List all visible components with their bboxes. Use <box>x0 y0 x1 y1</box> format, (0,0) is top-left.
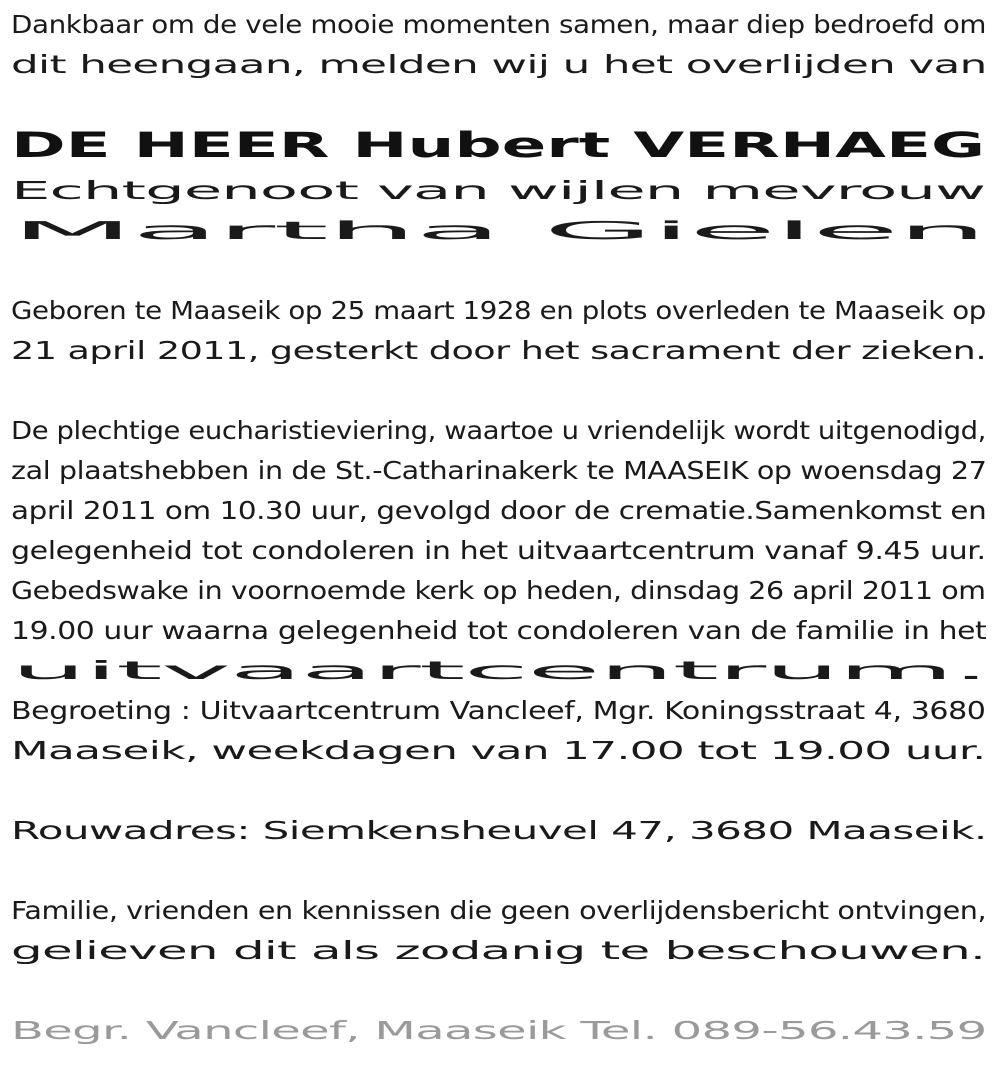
obituary-notice <box>11 0 991 1051</box>
spacer <box>11 251 991 291</box>
closing-paragraph <box>11 891 991 971</box>
ceremony-line: 19.00 uur waarna gelegenheid tot condoleren van de familie in het <box>11 616 987 645</box>
funeral-home-footer: Begr. Vancleef, Maaseik Tel. 089-56.43.59 <box>11 1016 987 1045</box>
intro-line: dit heengaan, melden wij u het overlijden van <box>11 50 987 79</box>
closing-line: gelieven dit als zodanig te beschouwen. <box>11 936 986 965</box>
spacer <box>11 771 991 811</box>
ceremony-line: Gebedswake in voornoemde kerk op heden, dinsdag 26 april 2011 om <box>11 576 986 605</box>
ceremony-line: De plechtige eucharistieviering, waartoe u vriendelijk wordt uitgenodigd, <box>11 416 986 445</box>
closing-line: Familie, vrienden en kennissen die geen overlijdensbericht ontvingen, <box>11 896 987 925</box>
spouse-line: Martha Gielen <box>11 216 986 245</box>
ceremony-paragraph <box>11 411 991 771</box>
ceremony-line: Maaseik, weekdagen van 17.00 tot 19.00 uur. <box>11 736 986 765</box>
ceremony-line: gelegenheid tot condoleren in het uitvaartcentrum vanaf 9.45 uur. <box>11 536 986 565</box>
intro-line: Dankbaar om de vele mooie momenten samen, maar diep bedroefd om <box>11 10 987 39</box>
spouse-line: Echtgenoot van wijlen mevrouw <box>11 176 986 205</box>
ceremony-line: uitvaartcentrum. <box>11 656 989 685</box>
intro-paragraph <box>11 5 991 85</box>
ceremony-line: april 2011 om 10.30 uur, gevolgd door de crematie.Samenkomst en <box>11 496 987 525</box>
mourning-address: Rouwadres: Siemkensheuvel 47, 3680 Maaseik. <box>11 816 987 845</box>
birth-death-paragraph <box>11 291 991 371</box>
ceremony-line: zal plaatshebben in de St.-Catharinakerk te MAASEIK op woensdag 27 <box>11 456 987 485</box>
spouse-paragraph <box>11 171 991 251</box>
deceased-name: DE HEER Hubert VERHAEG <box>11 126 986 166</box>
birth-death-line: Geboren te Maaseik op 25 maart 1928 en plots overleden te Maaseik op <box>11 296 986 325</box>
spacer <box>11 371 991 411</box>
birth-death-line: 21 april 2011, gesterkt door het sacrament der zieken. <box>11 336 987 365</box>
spacer <box>11 851 991 891</box>
ceremony-line: Begroeting : Uitvaartcentrum Vancleef, Mgr. Koningsstraat 4, 3680 <box>11 696 986 725</box>
